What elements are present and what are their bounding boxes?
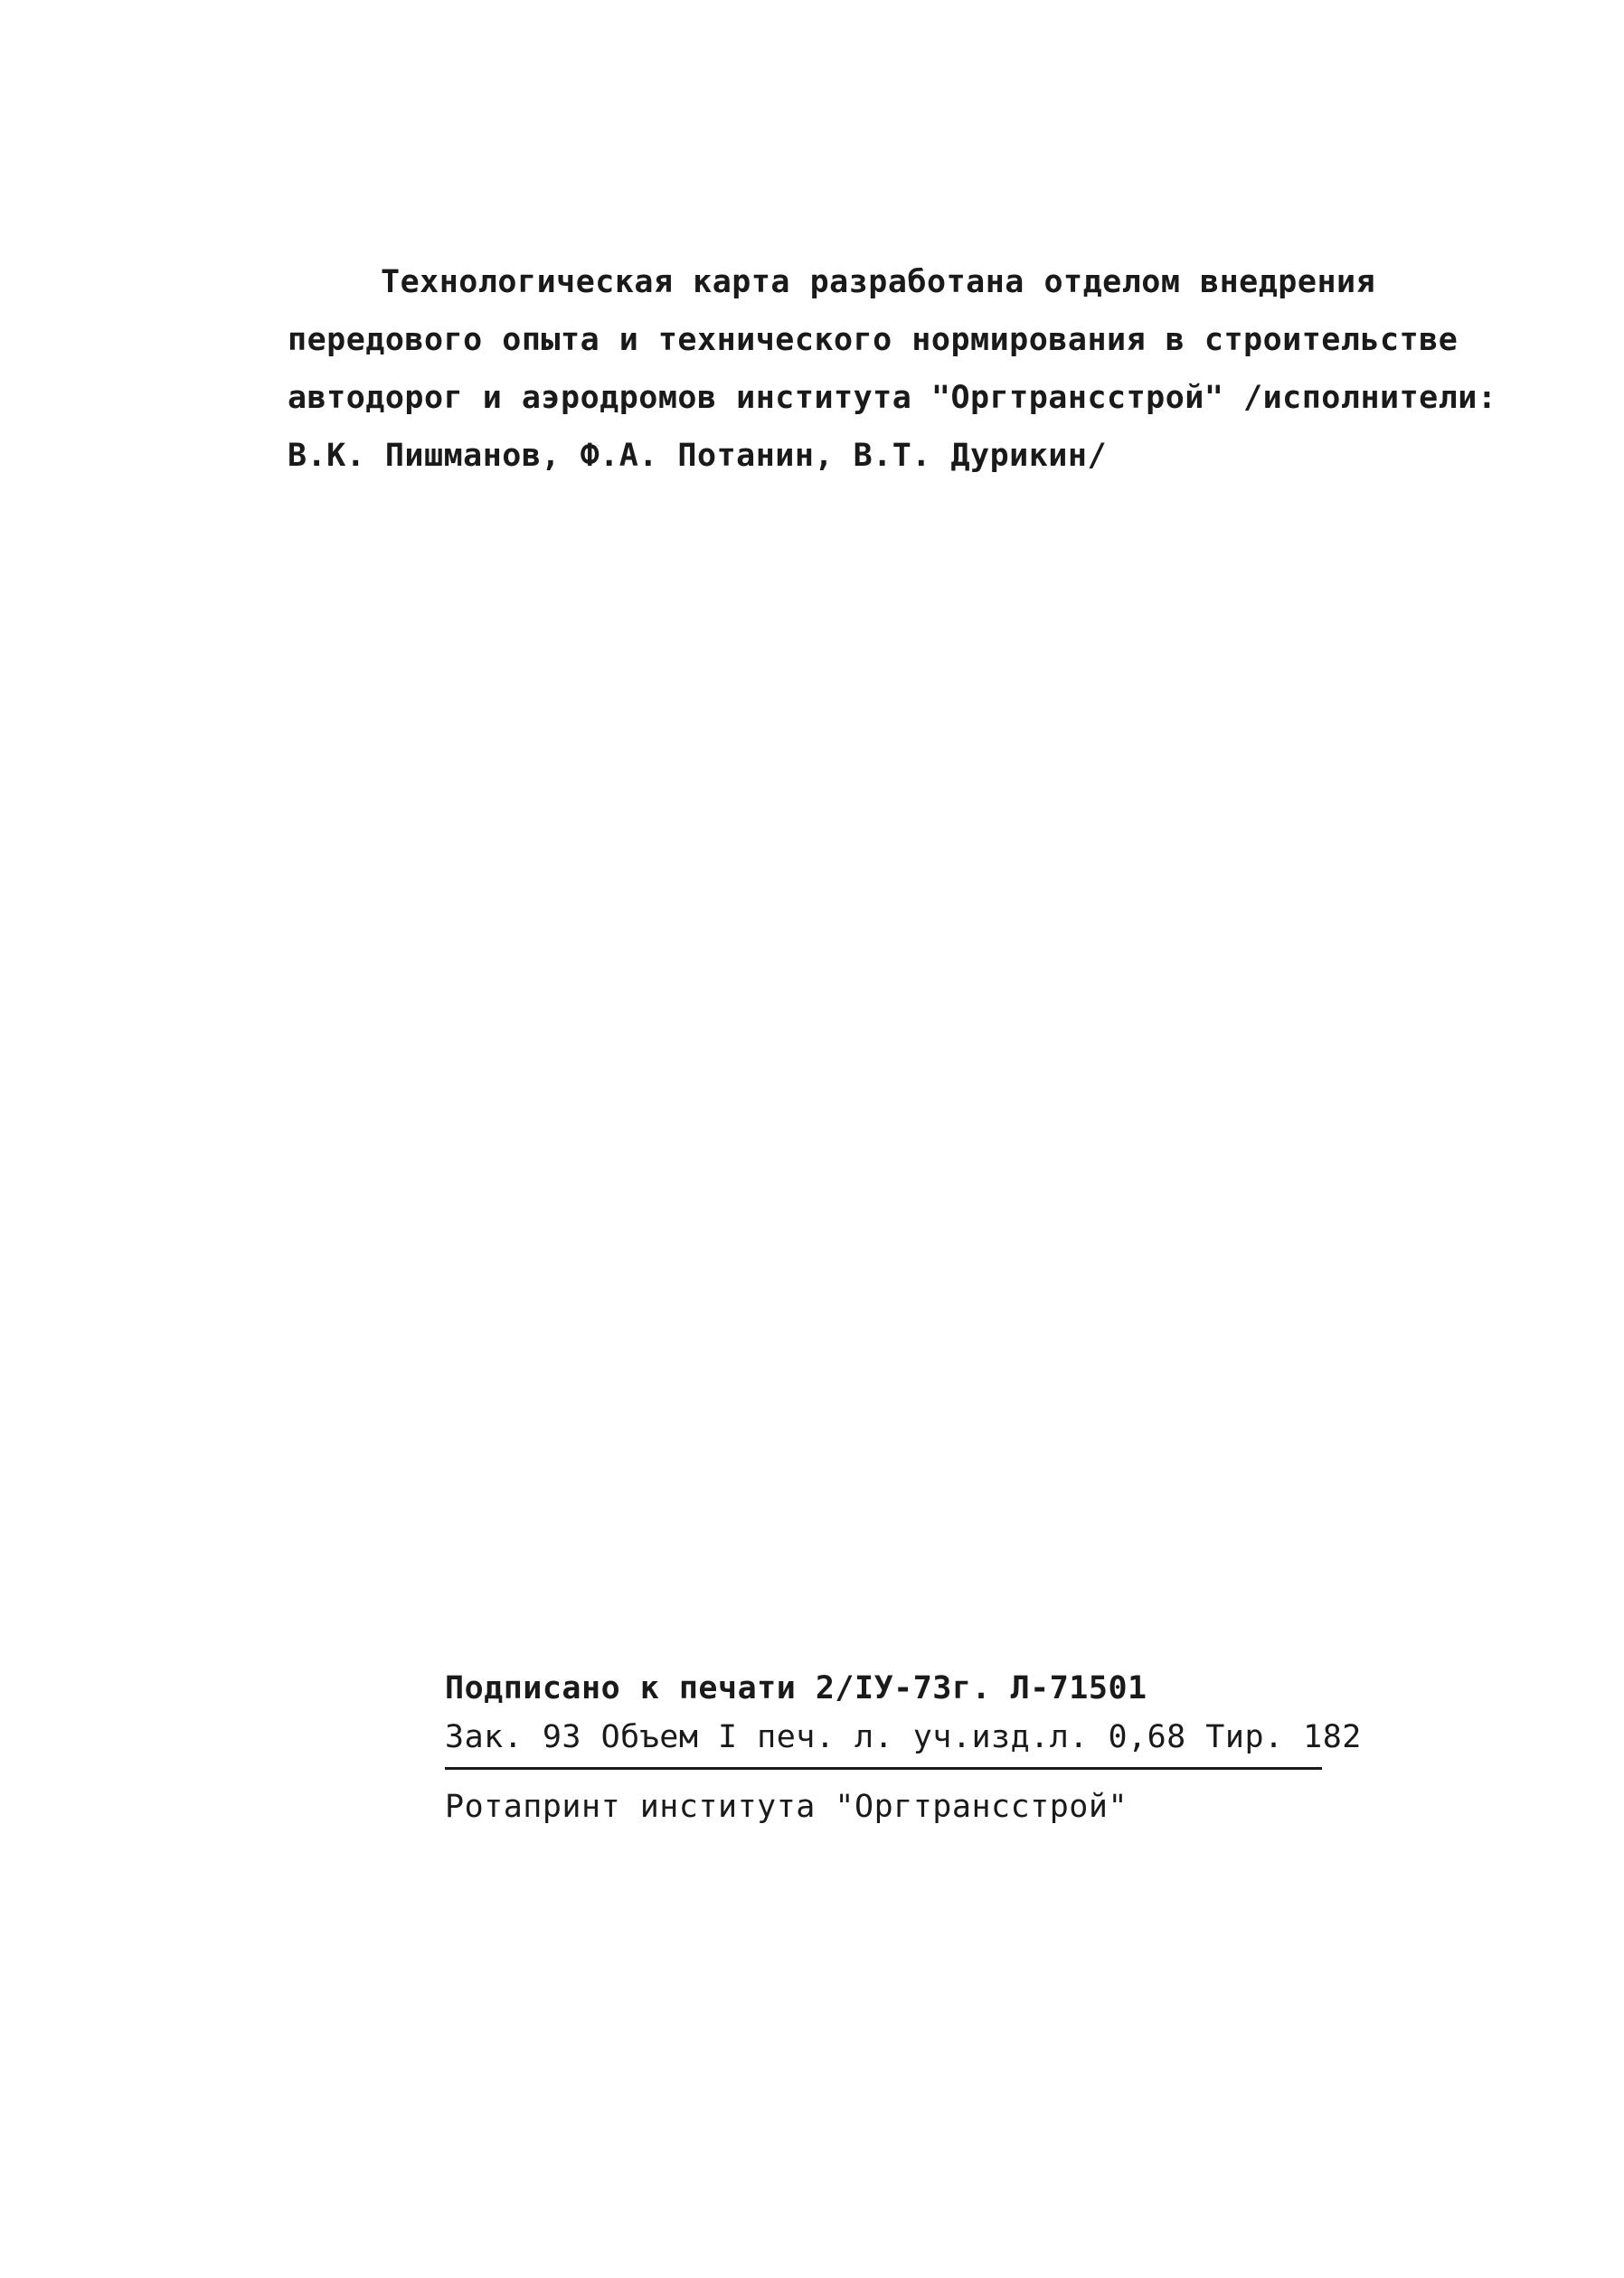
imprint-printer-line: Ротапринт института "Оргтрансстрой"	[445, 1789, 1128, 1825]
credits-line-3: автодорог и аэродромов института "Оргтрансстрой" /исполнители:	[288, 380, 1497, 416]
credits-paragraph	[288, 253, 1497, 485]
credits-line-2: передового опыта и технического нормирования в строительстве	[288, 322, 1459, 358]
credits-line-1: Технологическая карта разработана отделом внедрения	[381, 264, 1376, 300]
imprint-order-line: Зак. 93 Объем I печ. л. уч.изд.л. 0,68 Тир. 182	[445, 1719, 1362, 1755]
credits-line-4: В.К. Пишманов, Ф.А. Потанин, В.Т. Дурикин/	[288, 438, 1108, 474]
imprint-signed-line: Подписано к печати 2/IУ-73г. Л-71501	[445, 1670, 1147, 1706]
imprint-divider	[445, 1767, 1322, 1770]
imprint-block	[445, 1664, 1362, 1831]
